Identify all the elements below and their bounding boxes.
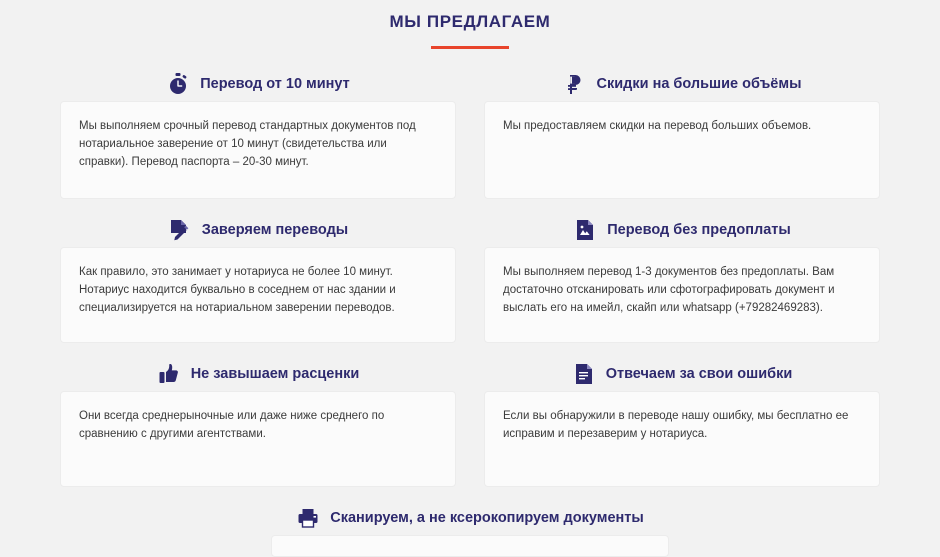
offer-card-header — [484, 357, 880, 391]
offer-card-title: Заверяем переводы — [201, 222, 349, 238]
offers-grid — [0, 67, 940, 501]
offer-card-header — [60, 501, 880, 535]
offer-card — [484, 67, 880, 199]
offer-card — [484, 357, 880, 487]
offer-card-text: Мы предоставляем скидки на перевод больших объемов. — [484, 101, 880, 199]
offer-card-header — [60, 213, 456, 247]
printer-icon — [296, 505, 320, 531]
document-scan-icon — [573, 217, 597, 243]
offer-card — [60, 213, 456, 343]
offer-card-header — [60, 357, 456, 391]
page-title: МЫ ПРЕДЛАГАЕМ — [389, 12, 551, 31]
offer-card-text — [271, 535, 669, 557]
offer-card-text: Если вы обнаружили в переводе нашу ошибку, мы бесплатно ее исправим и перезаверим у нотариуса. — [484, 391, 880, 487]
offer-card — [60, 357, 456, 487]
offer-card-text: Они всегда среднерыночные или даже ниже среднего по сравнению с другими агентствами. — [60, 391, 456, 487]
ruble-icon — [563, 71, 587, 97]
offer-card-text: Как правило, это занимает у нотариуса не более 10 минут. Нотариус находится буквально в соседнем от нас здании и специализируется на нотариальном заверении переводов. — [60, 247, 456, 343]
offer-card-title: Перевод от 10 минут — [200, 76, 350, 92]
offer-card-text: Мы выполняем перевод 1-3 документов без предоплаты. Вам достаточно отсканировать или сфотографировать документ и выслать его на имейл, скайп или whatsapp (+79282469283). — [484, 247, 880, 343]
offer-card-title: Отвечаем за свои ошибки — [605, 366, 793, 382]
offer-card-header — [484, 67, 880, 101]
offer-card — [484, 213, 880, 343]
offer-card-header — [484, 213, 880, 247]
offer-card-text: Мы выполняем срочный перевод стандартных документов под нотариальное заверение от 10 минут (свидетельства или справки). Перевод паспорта – 20-30 минут. — [60, 101, 456, 199]
offer-card-header — [60, 67, 456, 101]
document-pen-icon — [168, 217, 192, 243]
offer-card-wide — [60, 501, 880, 557]
thumbs-up-icon — [157, 361, 181, 387]
offer-card-title: Скидки на большие объёмы — [596, 76, 802, 92]
offer-card-title: Сканируем, а не ксерокопируем документы — [330, 510, 644, 526]
offer-card-title: Не завышаем расценки — [190, 366, 360, 382]
offer-card — [60, 67, 456, 199]
document-lines-icon — [572, 361, 596, 387]
offer-card-title: Перевод без предоплаты — [607, 222, 791, 238]
stopwatch-icon — [166, 71, 190, 97]
title-underline — [431, 46, 509, 49]
